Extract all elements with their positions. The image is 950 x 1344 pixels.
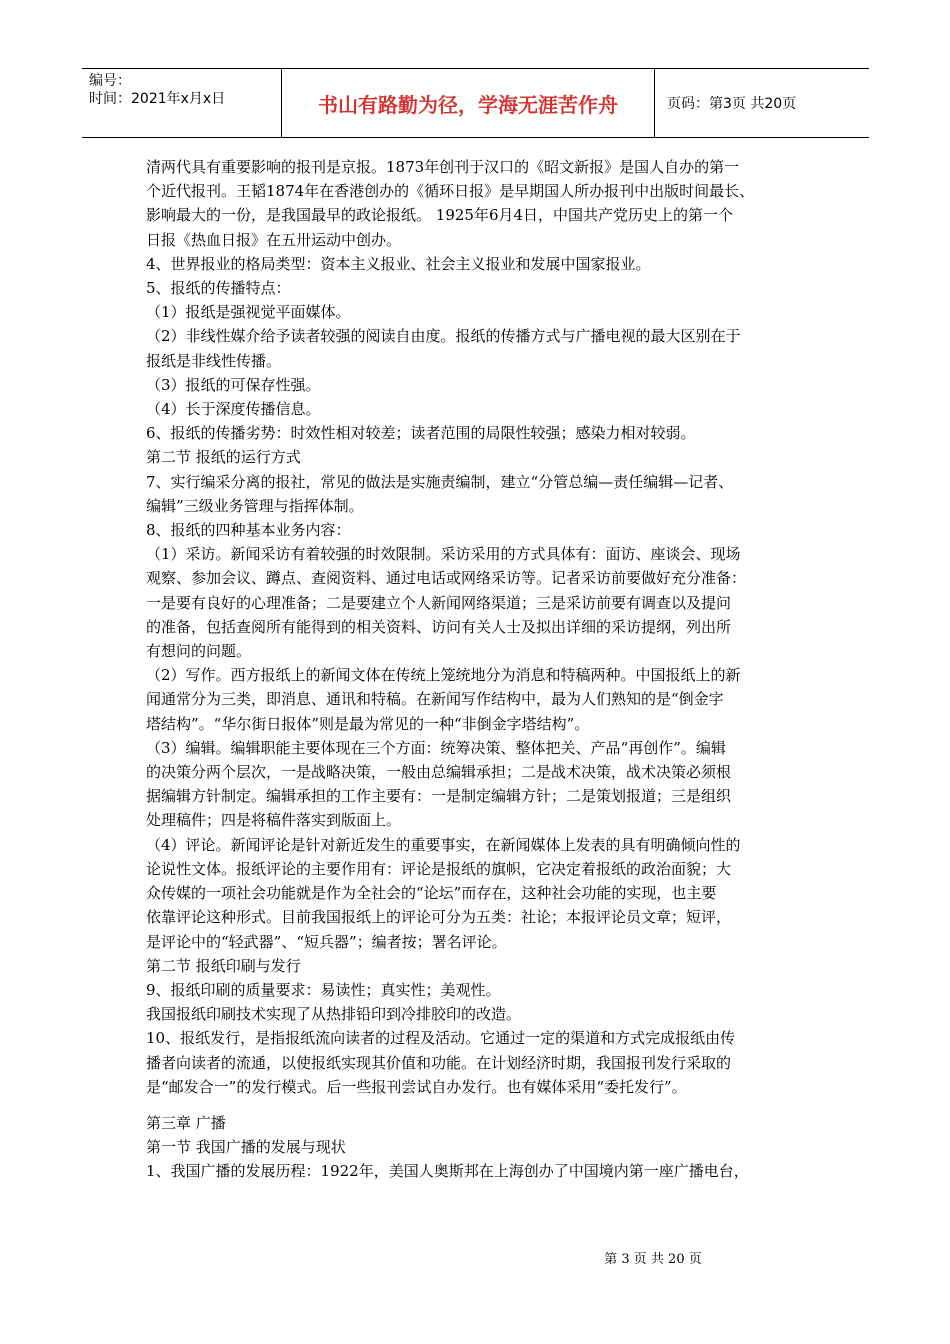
body-text-line: 8、报纸的四种基本业务内容： [146, 521, 351, 540]
body-text-line: 个近代报刊。王韬1874年在香港创办的《循环日报》是早期国人所办报刊中出版时间最长、 [146, 182, 755, 201]
body-text-line: 第二节 报纸的运行方式 [146, 448, 301, 467]
body-text-line: （4）评论。新闻评论是针对新近发生的重要事实，在新闻媒体上发表的具有明确倾向性的 [146, 835, 741, 854]
body-text-line: 的准备，包括查阅所有能得到的相关资料、访问有关人士及拟出详细的采访提纲，列出所 [146, 617, 732, 636]
body-text-line: 播者向读者的流通，以使报纸实现其价值和功能。在计划经济时期，我国报刊发行采取的 [146, 1053, 732, 1072]
body-text-line: 处理稿件；四是将稿件落实到版面上。 [146, 811, 402, 830]
body-text-line: 影响最大的一份，是我国最早的政论报纸。 1925年6月4日，中国共产党历史上的第一个 [146, 206, 734, 225]
body-text-line: （4）长于深度传播信息。 [146, 400, 321, 419]
body-text-line: 依靠评论这种形式。目前我国报纸上的评论可分为五类：社论；本报评论员文章；短评， [146, 908, 732, 927]
body-text-line: 1、我国广播的发展历程：1922年，美国人奥斯邦在上海创办了中国境内第一座广播电台， [146, 1162, 749, 1181]
body-text-line: （3）报纸的可保存性强。 [146, 375, 321, 394]
body-text-line: （2）写作。西方报纸上的新闻文体在传统上笼统地分为消息和特稿两种。中国报纸上的新 [146, 666, 741, 685]
page-footer [0, 1248, 950, 1267]
header-meta-cell [82, 69, 282, 137]
body-text-line: 是“邮发合一”的发行模式。后一些报刊尝试自办发行。也有媒体采用“委托发行”。 [146, 1077, 687, 1096]
header-motto: 书山有路勤为径，学海无涯苦作舟 [282, 69, 655, 137]
body-text-line: 观察、参加会议、蹲点、查阅资料、通过电话或网络采访等。记者采访前要做好充分准备： [146, 569, 747, 588]
body-text-line: 我国报纸印刷技术实现了从热排铅印到冷排胶印的改造。 [146, 1005, 522, 1024]
body-text-line: 一是要有良好的心理准备；二是要建立个人新闻网络渠道；三是采访前要有调查以及提问 [146, 593, 732, 612]
document-body [146, 155, 821, 1184]
body-text-line: 的决策分两个层次，一是战略决策，一般由总编辑承担；二是战术决策，战术决策必须根 [146, 763, 732, 782]
body-text-line: （2）非线性媒介给予读者较强的阅读自由度。报纸的传播方式与广播电视的最大区别在于 [146, 327, 741, 346]
body-text-line: 编辑”三级业务管理与指挥体制。 [146, 496, 364, 515]
body-text-line: 日报《热血日报》在五卅运动中创办。 [146, 230, 402, 249]
body-text-line: （1）报纸是强视觉平面媒体。 [146, 303, 351, 322]
header-page-info: 页码：第3页 共20页 [667, 96, 797, 112]
body-text-line: 闻通常分为三类，即消息、通讯和特稿。在新闻写作结构中，最为人们熟知的是“倒金字 [146, 690, 724, 709]
body-text-line: 10、报纸发行，是指报纸流向读者的过程及活动。它通过一定的渠道和方式完成报纸由传 [146, 1029, 736, 1048]
body-text-line: 第一节 我国广播的发展与现状 [146, 1138, 346, 1157]
body-text-line: 4、世界报业的格局类型：资本主义报业、社会主义报业和发展中国家报业。 [146, 254, 651, 273]
body-text-line: 是评论中的“轻武器”、“短兵器”；编者按；署名评论。 [146, 932, 507, 951]
body-text-line: 7、实行编采分离的报社，常见的做法是实施责编制，建立“分管总编—责任编辑—记者、 [146, 472, 734, 491]
page-header [82, 68, 869, 138]
body-text-line: 报纸是非线性传播。 [146, 351, 282, 370]
footer-page-number: 第 3 页 共 20 页 [604, 1252, 702, 1267]
blank-line [146, 1099, 821, 1111]
document-time-label: 时间：2021年x月x日 [89, 91, 226, 107]
body-text-line: （1）采访。新闻采访有着较强的时效限制。采访采用的方式具体有：面访、座谈会、现场 [146, 545, 741, 564]
body-text-line: 有想问的问题。 [146, 642, 252, 661]
body-text-line: 第二节 报纸印刷与发行 [146, 956, 301, 975]
body-text-line: 5、报纸的传播特点： [146, 279, 291, 298]
body-text-line: 据编辑方针制定。编辑承担的工作主要有：一是制定编辑方针；二是策划报道；三是组织 [146, 787, 732, 806]
body-text-line: 9、报纸印刷的质量要求：易读性；真实性；美观性。 [146, 980, 501, 999]
body-text-line: 清两代具有重要影响的报刊是京报。1873年创刊于汉口的《昭文新报》是国人自办的第一 [146, 158, 740, 176]
body-text-line: （3）编辑。编辑职能主要体现在三个方面：统筹决策、整体把关、产品“再创作”。编辑 [146, 738, 726, 757]
body-text-line: 第三章 广播 [146, 1113, 226, 1132]
document-code-label: 编号： [89, 73, 131, 89]
body-text-line: 6、报纸的传播劣势：时效性相对较差；读者范围的局限性较强；感染力相对较弱。 [146, 424, 696, 443]
body-text-line: 论说性文体。报纸评论的主要作用有：评论是报纸的旗帜，它决定着报纸的政治面貌；大 [146, 859, 732, 878]
body-text-line: 众传媒的一项社会功能就是作为全社会的“论坛”而存在，这种社会功能的实现，也主要 [146, 884, 717, 903]
body-text-line: 塔结构”。“华尔街日报体”则是最为常见的一种“非倒金字塔结构”。 [146, 714, 590, 733]
